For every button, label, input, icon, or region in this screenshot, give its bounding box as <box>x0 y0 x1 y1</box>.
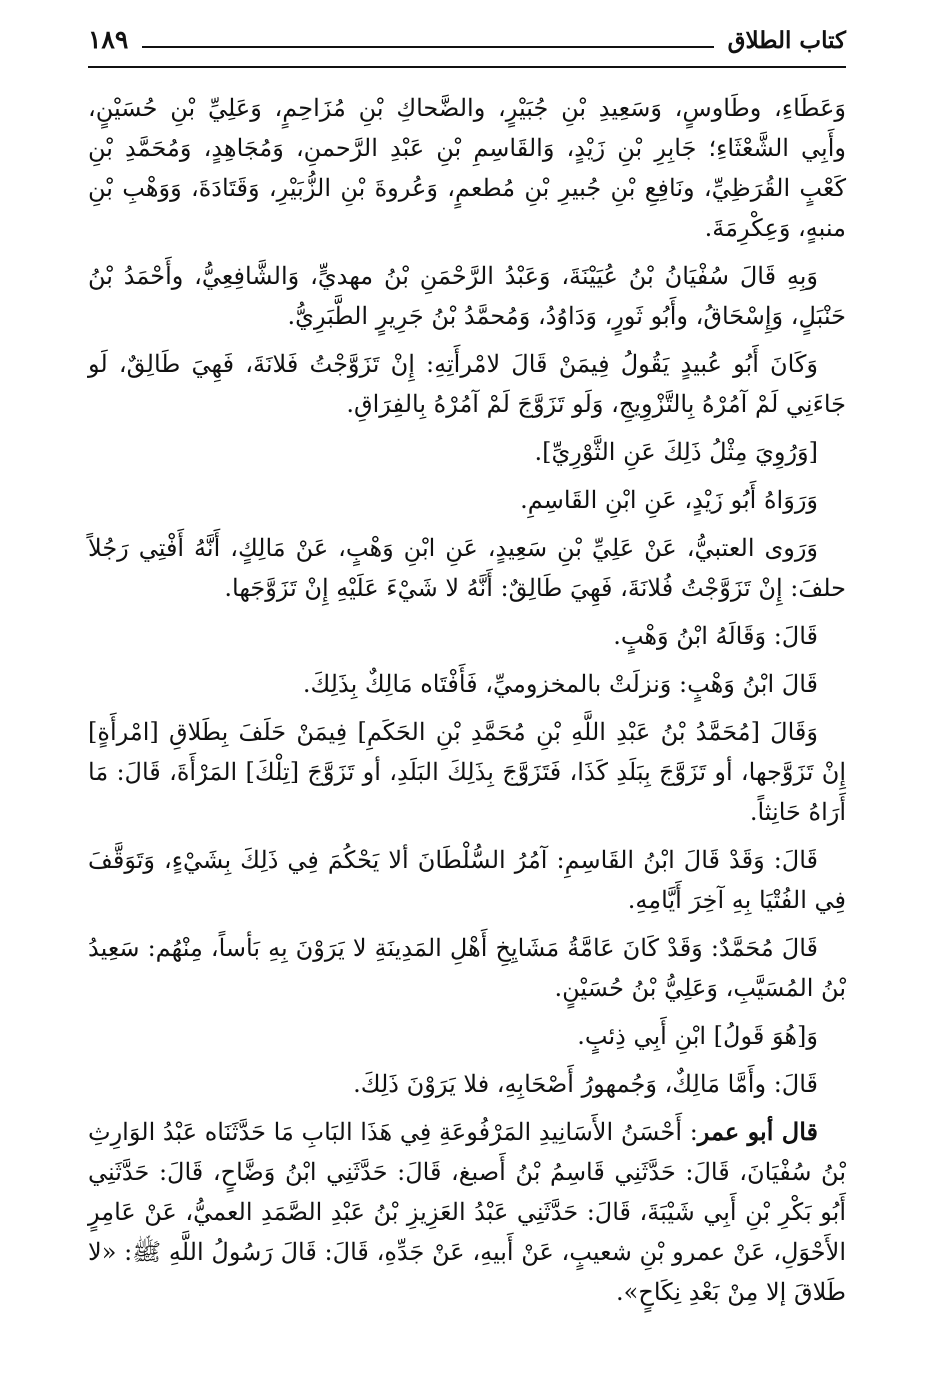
header-rule <box>142 46 713 48</box>
header-divider <box>88 66 846 68</box>
page-header <box>88 24 846 66</box>
paragraph-8: قَالَ ابْنُ وَهْبٍ: وَنزلَتْ بالمخزوميِّ، فَأَفْتَاه مَالِكٌ بِذَلِكَ. <box>302 670 818 698</box>
paragraph-12: وَ[هُوَ قَولُ] ابْنِ أَبِي ذِئبٍ. <box>577 1022 818 1050</box>
paragraph-13: قَالَ: وأَمَّا مَالِكٌ، وَجُمهورُ أَصْحَابِهِ، فلا يَرَوْنَ ذَلِكَ. <box>353 1070 818 1098</box>
chapter-title: كتاب الطلاق <box>727 27 846 54</box>
paragraph-4: [وَرُوِيَ مِثْلُ ذَلِكَ عَنِ الثَّوْرِيِّ]. <box>534 438 818 466</box>
paragraph-3: وَكَانَ أَبُو عُبيدٍ يَقُولُ فِيمَنْ قَالَ لامْرأَتِهِ: إِنْ تَزَوَّجْتُ فَلانَةَ، فَهِيَ طَالِقٌ، لَو جَاءَنِي لَمْ آمُرْهُ بِالتَّزْوِيجِ، وَلَو تَزَوَّجَ لَمْ آمُرْهُ بِالفِرَاقِ. <box>88 350 846 418</box>
paragraph-7: قَالَ: وَقَالَهُ ابْنُ وَهْبٍ. <box>613 622 818 650</box>
page-number: ١٨٩ <box>88 25 129 54</box>
paragraph-14-text: : أَحْسَنُ الأَسَانِيدِ المَرْفُوعَةِ فِي هَذَا البَابِ مَا حَدَّثَنَاه عَبْدُ الوَارِثِ بْنُ سُفْيَانَ، قَالَ: حَدَّثَنِي قَاسِمُ بْنُ أَصبغ، قَالَ: حَدَّثَنِي ابْنُ وَضَّاحٍ، قَالَ: حَدَّثَنِي أَبُو بَكْرِ بْنِ أَبِي شَيْبَةَ، قَالَ: حَدَّثَنِي عَبْدُ العَزِيزِ بْنُ عَبْدِ الصَّمَدِ العميُّ، عَنْ عَامِرٍ الأَحْوَلِ، عَنْ عمرو بْنِ شعيبٍ، عَنْ أَبيهِ، عَنْ جَدِّهِ، قَالَ: قَالَ رَسُولُ اللَّهِ ﷺ: «لا طَلاقَ إلا مِنْ بَعْدِ نِكَاحٍ». <box>88 1118 846 1306</box>
paragraph-2: وَبِهِ قَالَ سُفْيَانُ بْنُ عُيَيْنَةَ، وَعَبْدُ الرَّحْمَنِ بْنُ مهديٍّ، وَالشَّافِعِيُّ، وأَحْمَدُ بْنُ حَنْبَلٍ، وَإِسْحَاقُ، وأَبُو ثَورٍ، وَدَاوُدُ، وَمُحمَّدُ بْنُ جَرِيرٍ الطَّبَرِيُّ. <box>88 262 846 330</box>
paragraph-1: وَعَطَاءِ، وطَاوسٍ، وَسَعِيدِ بْنِ جُبَيْرٍ، والضَّحاكِ بْنِ مُزَاحِمٍ، وَعَلِيِّ بْنِ حُسَيْنٍ، وأَبِي الشَّعْثَاءِ؛ جَابِرِ بْنِ زَيْدٍ، وَالقَاسِمِ بْنِ عَبْدِ الرَّحمنِ، وَمُجَاهِدٍ، وَمُحَمَّدِ بْنِ كَعْبٍ القُرَظِيِّ، ونَافِعِ بْنِ جُبيرِ بْنِ مُطعمٍ، وَعُروةَ بْنِ الزُّبَيْرِ، وَقَتَادَةَ، وَوَهْبِ بْنِ منبهٍ، وَعِكْرِمَةَ. <box>88 94 846 242</box>
page-body <box>88 88 846 1320</box>
paragraph-lead: قال أبو عمر <box>697 1117 819 1146</box>
paragraph-14 <box>88 1112 846 1312</box>
paragraph-10: قَالَ: وَقَدْ قَالَ ابْنُ القَاسِمِ: آمُرُ السُّلْطَانَ ألا يَحْكُمَ فِي ذَلِكَ بِشَيْءٍ، وَتَوَقَّفَ فِي الفُتْيَا بِهِ آخِرَ أَيَّامِهِ. <box>88 846 846 914</box>
paragraph-11: قَالَ مُحَمَّدٌ: وَقَدْ كَانَ عَامَّةُ مَشَايِخِ أَهْلِ المَدِينَةِ لا يَرَوْنَ بِهِ بَأساً، مِنْهُم: سَعِيدُ بْنُ المُسَيَّبِ، وَعَلِيُّ بْنُ حُسَيْنٍ. <box>88 934 846 1002</box>
paragraph-5: وَرَوَاهُ أَبُو زَيْدٍ، عَنِ ابْنِ القَاسِمِ. <box>520 486 818 514</box>
paragraph-9: وَقَالَ [مُحَمَّدُ بْنُ عَبْدِ اللَّهِ بْنِ مُحَمَّدِ بْنِ الحَكَمِ] فِيمَنْ حَلَفَ بِطَلاقِ [امْرأَةٍ] إِنْ تَزَوَّجها، أو تَزَوَّجَ بِبَلَدِ كَذَا، فَتَزَوَّجَ بِذَلِكَ البَلَدِ، أو تَزَوَّجَ [تِلْكَ] المَرْأَةَ، قَالَ: مَا أَرَاهُ حَانِثاً. <box>88 718 847 826</box>
paragraph-6: وَرَوى العتبيُّ، عَنْ عَلِيِّ بْنِ سَعِيدٍ، عَنِ ابْنِ وَهْبٍ، عَنْ مَالِكٍ، أَنَّهُ أَفْتِي رَجُلاً حلفَ: إِنْ تَزَوَّجْتُ فُلانَةَ، فَهِيَ طَالِقٌ: أَنَّهُ لا شَيْءَ عَلَيْهِ إِنْ تَزَوَّجَها. <box>88 534 846 602</box>
